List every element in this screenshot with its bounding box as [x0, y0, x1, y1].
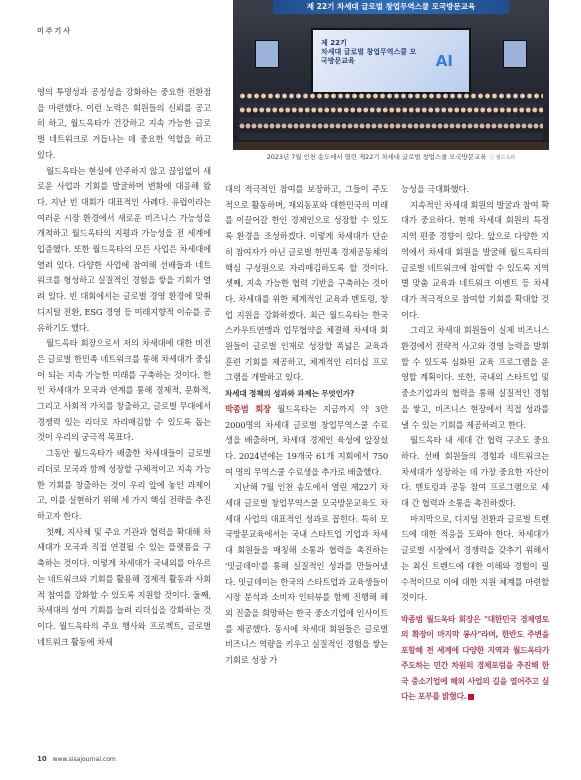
- site-url[interactable]: www.sisajournal.com: [52, 756, 116, 763]
- paragraph: 월드옥타는 현실에 안주하지 않고 끊임없이 새로운 사업과 기회를 발굴하며 변화에 대응해 왔다. 지난 빈 대회가 대표적인 사례다. 유럽이라는 여러운 시장 환경에서 새로운 비즈니스 가능성을 개척하고 월드옥타의 지평과 가능성을 전 세계에 입증했다. 또한 월드옥타의 모든 사업은 차세대에 열려 있다. 다양한 사업에 참여해 선배들과 네트워크를 형성하고 실질적인 경험을 쌓을 기회가 열려 있다. 빈 대회에서는 글로벌 경영 환경에 맞춰 디지털 전환, ESG 경영 등 미래지향적 이슈를 공유하기도 했다.: [37, 165, 211, 333]
- event-photo: [233, 0, 549, 150]
- text-column-2: [225, 182, 388, 669]
- section-label: 미주기사: [37, 27, 73, 35]
- paragraph: 지난해 7월 인천 송도에서 열린 제22기 차세대 글로벌 창업무역스쿨 모국방문교육도 차세대 사업의 대표적인 성과로 꼽힌다. 특히 모국방문교육에서는 국내 스타트업 기업과 차세대 회원들을 매칭해 소통과 협력을 촉진하는 '밋글데이'를 통해 실질적인 성과를 만들어냈다. 밋글데이는 한국의 스타트업과 교육생들이 시장 분석과 소비자 인터뷰를 함께 진행해 해외 진출을 희망하는 한국 중소기업에 인사이트를 제공했다. 동시에 차세대 회원들은 글로벌 비즈니스 역량을 키우고 실질적인 경험을 쌓는 기회로 성장 가: [225, 482, 388, 666]
- speaker-name: 박종범 회장: [225, 403, 271, 414]
- side-screen-left: [255, 40, 279, 68]
- page-footer: [37, 755, 116, 763]
- interview-answer: [225, 402, 388, 481]
- paragraph: 월드옥타 내 세대 간 협력 구조도 중요하다. 선배 회원들의 경험과 네트워크는 차세대가 성장하는 데 가장 중요한 자산이다. 멘토링과 공동 참여 프로그램으로 세대 간 협력과 소통을 촉진하겠다.: [401, 435, 549, 509]
- paragraph: 영의 투명성과 공정성을 강화하는 중요한 전환점을 마련했다. 이런 노력은 회원들의 신뢰를 공고히 하고, 월드옥타가 건강하고 지속 가능한 글로벌 네트워크로 거듭나는 데 중요한 역할을 하고 있다.: [37, 87, 211, 160]
- crowd: [233, 90, 549, 150]
- answer-text: 월드옥타는 지금까지 약 3만 2000명의 차세대 글로벌 창업무역스쿨 수료생을 배출하며, 차세대 경제인 육성에 앞장섰다. 2024년에는 19개국 61개 지회에서 750여 명의 무역스쿨 수료생을 추가로 배출했다.: [225, 403, 388, 477]
- caption-credit: ⓒ 월드옥타: [489, 155, 516, 161]
- paragraph: 능성을 극대화했다.: [401, 184, 469, 194]
- paragraph: 마지막으로, 디지털 전환과 글로벌 트렌드에 대한 적응을 도와야 한다. 차세대가 글로벌 시장에서 경쟁력을 갖추기 위해서는 최신 트렌드에 대한 이해와 경험이 필수적이므로 이에 대한 지원 체계를 마련할 것이다.: [401, 513, 549, 603]
- photo-floor: [233, 142, 549, 150]
- photo-caption: [233, 152, 549, 161]
- page-number: 10: [37, 755, 47, 763]
- side-screen-right: [503, 40, 527, 68]
- closing-quote-text: 박종범 월드옥타 회장은 "대한민국 경제영토의 확장이 마지막 봉사"라며, 한반도 주변을 포함해 전 세계에 다양한 지역과 월드옥타가 주도하는 민간 차원의 경제포럼을 추진해 한국 중소기업에 해외 사업의 길을 열어주고 싶다는 포부를 밝혔다.: [401, 614, 549, 702]
- photo-banner: 제 22기 차세대 글로벌 창업무역스쿨 모국방문교육: [273, 0, 509, 14]
- text-column-3: [401, 182, 549, 705]
- interview-question: 차세대 정책의 성과와 과제는 무엇인가?: [225, 389, 355, 399]
- paragraph: 그리고 차세대 회원들이 실제 비즈니스 환경에서 전략적 사고와 경영 능력을 발휘할 수 있도록 심화된 교육 프로그램을 운영할 계획이다. 또한, 국내외 스타트업 및 중소기업과의 협력을 통해 실질적인 경험을 쌓고, 비즈니스 현장에서 직접 성과를 낼 수 있는 기회를 제공하려고 한다.: [401, 325, 549, 430]
- text-column-1: [37, 85, 211, 650]
- screen-ai-text: AI: [435, 52, 453, 70]
- end-mark-icon: [468, 694, 474, 700]
- paragraph: 월드옥타 회장으로서 저의 차세대에 대한 비전은 글로벌 한민족 네트워크를 통해 차세대가 중심이 되는 지속 가능한 미래를 구축하는 것이다. 한인 차세대가 모국과 연계를 통해 경제적, 문화적, 그리고 사회적 가치를 창출하고, 글로벌 무대에서 경쟁력 있는 리더로 자리매김할 수 있도록 돕는 것이 우리의 궁극적 목표다.: [37, 338, 211, 443]
- caption-text: 2023년 7월 인천 송도에서 열린 제22기 차세대 글로벌 창업스쿨 모국방문교육: [266, 153, 487, 161]
- screen-title-line1: 제 22기: [321, 39, 347, 47]
- paragraph: 첫째, 지사체 및 주요 기관과 협력을 확대해 차세대가 모국과 직접 연결될 수 있는 플랫폼을 구축하는 것이다. 이렇게 차세대가 국내외를 아우르는 네트워크와 기회를 활용해 경제적 활동과 사회적 참여를 강화할 수 있도록 지원할 것이다. 둘째, 차세대의 성여 기회를 늘려 리더십을 강화하는 것이다. 월드옥타의 주요 행사와 프로젝트, 글로벌 네트워크 활동에 차세: [37, 526, 211, 647]
- closing-quote: [401, 612, 549, 705]
- stage-screen: [311, 28, 471, 94]
- paragraph: 그동안 월드옥타가 배출한 차세대들이 글로벌 리더로 모국과 함께 성장할 구체적이고 지속 가능한 기회를 창출하는 것이 우리 앞에 놓인 과제이고, 이를 실현하기 위해 세 가지 핵심 전략을 추진하고자 한다.: [37, 448, 211, 521]
- screen-title-line2: 차세대 글로벌 창업무역스쿨 모국방문교육: [321, 48, 417, 65]
- paragraph: 지속적인 차세대 회원의 발굴과 참여 확대가 중요하다. 현재 차세대 회원의 특정 지역 편중 경향이 있다. 앞으로 다양한 지역에서 차세대 회원을 발굴해 월드옥타의 글로벌 네트워크에 참여할 수 있도록 지역별 맞춤 교육과 네트워크 이벤트 등 차세대가 적극적으로 참여할 기회를 확대할 것이다.: [401, 199, 549, 320]
- paragraph: 대의 적극적인 참여를 보장하고, 그들이 주도적으로 활동하며, 재외동포와 대한민국의 미래를 이끌어갈 한인 경제인으로 성장할 수 있도록 환경을 조성하겠다. 이렇게 차세대가 단순히 참여자가 아닌 글로벌 한민족 경제공동체의 핵심 구성원으로 자리매김하도록 할 것이다. 셋째, 지속 가능한 협력 기반을 구축하는 것이다. 차세대를 위한 체계적인 교육과 멘토링, 창업 지원을 강화하겠다. 최근 월드옥타는 한국스카우트연맹과 업무협약을 체결해 차세대 회원들이 글로벌 인재로 성장할 폭넓은 교육과 훈련 기회를 제공하고, 체계적인 리더십 프로그램을 개발하고 있다.: [225, 184, 388, 383]
